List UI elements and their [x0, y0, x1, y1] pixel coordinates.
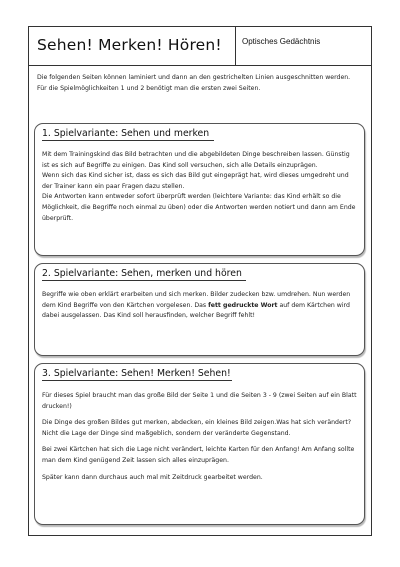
worksheet-page [28, 26, 372, 536]
section-body-2-part-2: auf dem Kärtchen wird dabei ausgelassen. Das Kind soll herausfinden, welcher Begriff fehlt! [42, 301, 350, 320]
heading-underline-1 [42, 140, 214, 141]
header-table [29, 27, 371, 66]
section-body-2-part-1: Begriffe wie oben erklärt erarbeiten und sich merken. Bilder zudecken bzw. umdrehen. Nun werden dem Kind Begriffe von den Kärtchen vorgelesen. Das [42, 291, 351, 309]
heading-underline-3 [42, 380, 232, 381]
page-title: Sehen! Merken! Hören! [37, 36, 222, 54]
section-box-3 [34, 363, 365, 525]
section-box-1 [34, 123, 365, 256]
section-body-3 [42, 391, 358, 489]
paragraph: Die Dinge des großen Bildes gut merken, abdecken, ein kleines Bild zeigen.Was hat sich verändert? Nicht die Lage der Dinge sind maßgeblich, sondern der veränderte Gegenstand. [42, 419, 352, 437]
section-heading-3: 3. Spielvariante: Sehen! Merken! Sehen! [42, 368, 231, 379]
bold-word: fett gedruckte Wort [208, 301, 278, 309]
paragraph: Für dieses Spiel braucht man das große Bild der Seite 1 und die Seiten 3 - 9 (zwei Seiten auf ein Blatt drucken!) [42, 392, 357, 410]
section-heading-2: 2. Spielvariante: Sehen, merken und hören [42, 268, 242, 279]
intro-text: Die folgenden Seiten können laminiert und dann an den gestrichelten Linien ausgeschnitten werden. Für die Spielmöglichkeiten 1 und 2 benötigt man die ersten zwei Seiten. [37, 74, 351, 92]
paragraph: Bei zwei Kärtchen hat sich die Lage nicht verändert, leichte Karten für den Anfang! Am Anfang sollte man dem Kind genügend Zeit lassen sich alles einzuprägen. [42, 446, 355, 464]
section-box-2 [34, 263, 365, 356]
paragraph: Später kann dann durchaus auch mal mit Zeitdruck gearbeitet werden. [42, 473, 263, 481]
header-divider [235, 27, 236, 65]
section-body-2 [42, 290, 358, 322]
section-heading-1: 1. Spielvariante: Sehen und merken [42, 128, 210, 139]
page-subtitle: Optisches Gedächtnis [242, 37, 321, 46]
section-body-1: Mit dem Trainingskind das Bild betrachten und die abgebildeten Dinge beschreiben lassen. Günstig ist es sich auf Begriffe zu einigen. Das Kind soll versuchen, sich alle Details einzuprägen. Wenn sich das Kind sicher ist, dass es sich das Bild gut eingeprägt hat, wird dieses umgedreht und der Trainer kann ein paar Fragen dazu stellen. Die Antworten kann entweder sofort überprüft werden (leichtere Variante: das Kind erhält so die Möglichkeit, die Begriffe noch einmal zu üben) oder die Antworten werden notiert und dann am Ende überprüft. [42, 151, 356, 222]
heading-underline-2 [42, 280, 246, 281]
